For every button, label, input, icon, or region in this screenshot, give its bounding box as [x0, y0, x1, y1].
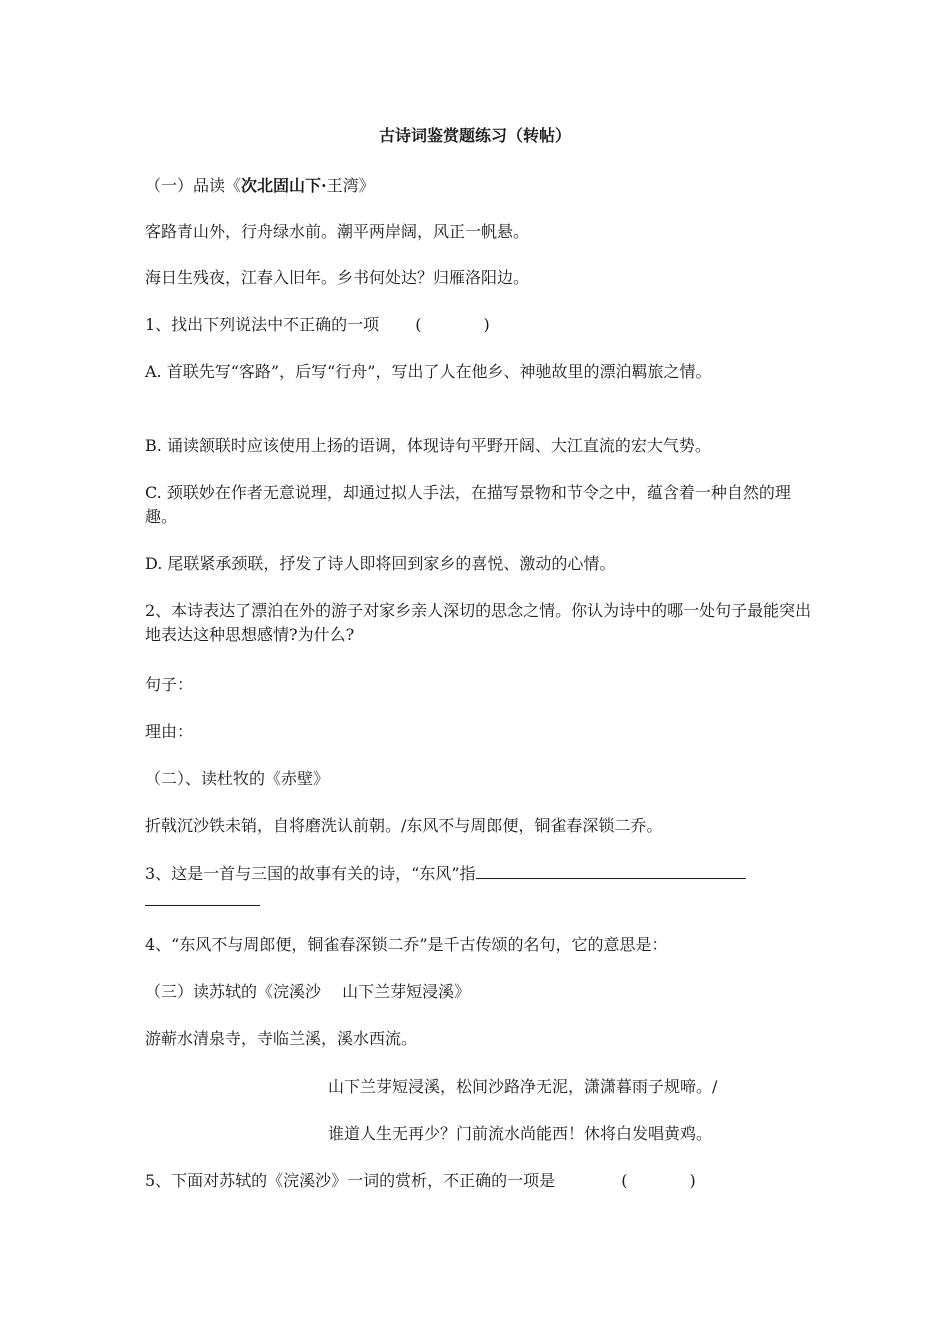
section1-heading [145, 174, 815, 198]
question-5-paren-close: ) [689, 1171, 696, 1190]
question-3 [145, 860, 815, 886]
question-3-text: 3、这是一首与三国的故事有关的诗，“东风”指 [145, 864, 476, 883]
reason-label: 理由： [145, 722, 194, 741]
poem3-line1: 山下兰芽短浸溪，松间沙路净无泥，潇潇暮雨子规啼。/ [328, 1077, 718, 1096]
question-3-answer-line-continued[interactable] [145, 905, 260, 906]
question-1-text: 1、找出下列说法中不正确的一项 [145, 315, 380, 334]
section1-heading-suffix: 王湾》 [326, 176, 375, 195]
question-5-text: 5、下面对苏轼的《浣溪沙》一词的赏析，不正确的一项是 [145, 1171, 556, 1190]
section1-heading-prefix: （一）品读《 [145, 176, 242, 195]
poem2-line: 折戟沉沙铁未销，自将磨洗认前朝。/东风不与周郎便，铜雀春深锁二乔。 [145, 816, 663, 835]
section2-heading: （二）、读杜牧的《赤壁》 [145, 769, 330, 788]
poem3-preface: 游蕲水清泉寺，寺临兰溪，溪水西流。 [145, 1029, 418, 1048]
question-5 [145, 1169, 815, 1193]
question-3-answer-line[interactable] [476, 860, 746, 879]
question-1 [145, 313, 815, 337]
section1-heading-bold: 次北固山下· [241, 176, 327, 195]
poem1-line2: 海日生残夜，江春入旧年。乡书何处达？归雁洛阳边。 [145, 268, 530, 287]
poem3-line2: 谁道人生无再少？门前流水尚能西！休将白发唱黄鸡。 [328, 1124, 713, 1143]
question-4: 4、“东风不与周郎便，铜雀春深锁二乔”是千古传颂的名句，它的意思是： [145, 935, 668, 954]
question-2: 2、本诗表达了漂泊在外的游子对家乡亲人深切的思念之情。你认为诗中的哪一处句子最能突出地表达这种思想感情?为什么? [145, 601, 812, 644]
question-1-paren-close: ) [483, 315, 490, 334]
option-c: C. 颈联妙在作者无意说理，却通过拟人手法，在描写景物和节令之中，蕴含着一种自然的理趣。 [145, 483, 791, 526]
option-d: D. 尾联紧承颈联，抒发了诗人即将回到家乡的喜悦、激动的心情。 [145, 554, 616, 573]
document-title: 古诗词鉴赏题练习（转帖） [378, 126, 571, 145]
section3-heading: （三）读苏轼的《浣溪沙 山下兰芽短浸溪》 [145, 982, 471, 1001]
question-1-paren-open: ( [415, 315, 422, 334]
option-b: B. 诵读颔联时应该使用上扬的语调，体现诗句平野开阔、大江直流的宏大气势。 [145, 436, 711, 455]
question-5-paren-open: ( [621, 1171, 628, 1190]
poem1-line1: 客路青山外，行舟绿水前。潮平两岸阔，风正一帆悬。 [145, 222, 530, 241]
option-a: A. 首联先写“客路”，后写“行舟”，写出了人在他乡、神驰故里的漂泊羁旅之情。 [145, 362, 712, 381]
sentence-label: 句子： [145, 675, 194, 694]
